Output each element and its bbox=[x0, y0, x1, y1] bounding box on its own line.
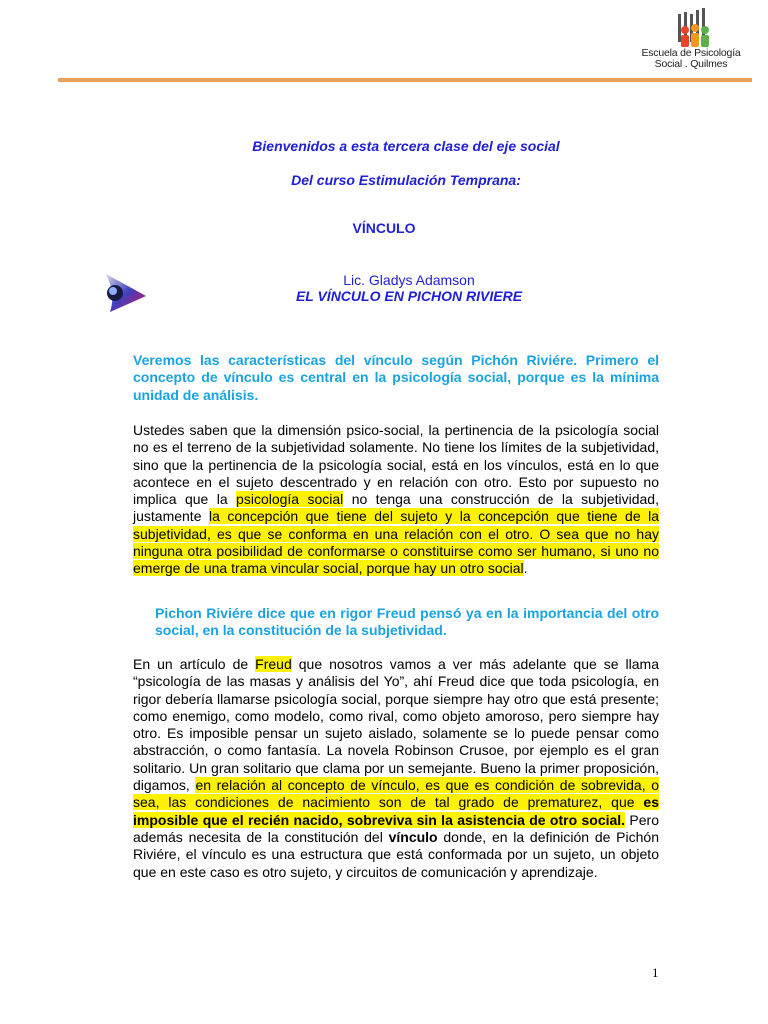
topic-title: VÍNCULO bbox=[352, 220, 416, 236]
page-number: 1 bbox=[652, 965, 659, 980]
author-name: Lic. Gladys Adamson bbox=[343, 272, 475, 288]
body2-highlight-bold: es imposible que el recién nacido, sobreviva sin la asistencia de otro social. bbox=[133, 794, 659, 828]
logo-caption bbox=[626, 48, 756, 70]
document-subtitle: EL VÍNCULO EN PICHON RIVIERE bbox=[295, 288, 523, 304]
body-paragraph-1 bbox=[133, 422, 659, 578]
body1-text-2: no tenga una construcción de la subjetividad, justamente bbox=[133, 491, 659, 525]
header-rule bbox=[58, 78, 752, 82]
quote-paragraph: Pichon Riviére dice que en rigor Freud pensó ya en la importancia del otro social, en la constitución de la subjetividad. bbox=[155, 605, 659, 639]
body1-highlight-2: la concepción que tiene del sujeto y la concepción que tiene de la subjetividad, es que se conforma en una relación con el otro. O sea que no hay ninguna otra posibilidad de conformarse o constituirse como ser humano, si uno no emerge de una trama vincular social, porque hay un otro social bbox=[133, 508, 659, 577]
intro-paragraph: Veremos las características del vínculo según Pichón Riviére. Primero el concepto de vínculo es central en la psicología social, porque es la mínima unidad de análisis. bbox=[133, 352, 659, 403]
body2-bold-vinculo: vínculo bbox=[388, 828, 438, 845]
course-title: Del curso Estimulación Temprana: bbox=[291, 172, 521, 188]
body2-highlight-1: Freud bbox=[255, 656, 292, 672]
logo-line-1: Escuela de Psicología bbox=[641, 47, 741, 59]
body2-text-4: donde, en la definición de Pichón Riviére, el vínculo es una estructura que está conformada por un sujeto, un objeto que en este caso es otro sujeto, y circuitos de comunicación y aprendizaje. bbox=[133, 828, 659, 880]
body1-text-1: Ustedes saben que la dimensión psico-social, la pertinencia de la psicología social no es el terreno de la subjetividad solamente. No tiene los límites de la subjetividad, sino que la pertinencia de la psicología social, está en los vínculos, está en lo que acontece en el sujeto descentrado y en relación con otro. Esto por supuesto no implica que la bbox=[133, 422, 659, 508]
logo-line-2: Social . Quilmes bbox=[654, 58, 728, 70]
body-paragraph-2 bbox=[133, 656, 659, 881]
body2-text-2: que nosotros vamos a ver más adelante que se llama “psicología de las masas y análisis del Yo”, ahí Freud dice que toda psicología, en rigor debería llamarse psicología social, porque siempre hay otro que está presente; como enemigo, como modelo, como rival, como objeto amoroso, pero siempre hay otro. Es imposible pensar un sujeto aislado, solamente se lo puede pensar como abstracción, o como fantasía. La novela Robinson Crusoe, por ejemplo es el gran solitario. Un gran solitario que clama por un semejante. Bueno la primer proposición, digamos, bbox=[133, 656, 659, 794]
welcome-title: Bienvenidos a esta tercera clase del eje social bbox=[252, 138, 560, 154]
body2-text-3: Pero además necesita de la constitución del bbox=[133, 811, 659, 845]
body1-text-3: . bbox=[523, 560, 528, 577]
body2-highlight-2: en relación al concepto de vínculo, es que es condición de sobrevida, o sea, las condiciones de nacimiento son de tal grado de prematurez, que bbox=[133, 777, 659, 811]
body2-text-1: En un artículo de bbox=[133, 656, 256, 672]
body1-highlight-1: psicología social bbox=[236, 491, 344, 508]
